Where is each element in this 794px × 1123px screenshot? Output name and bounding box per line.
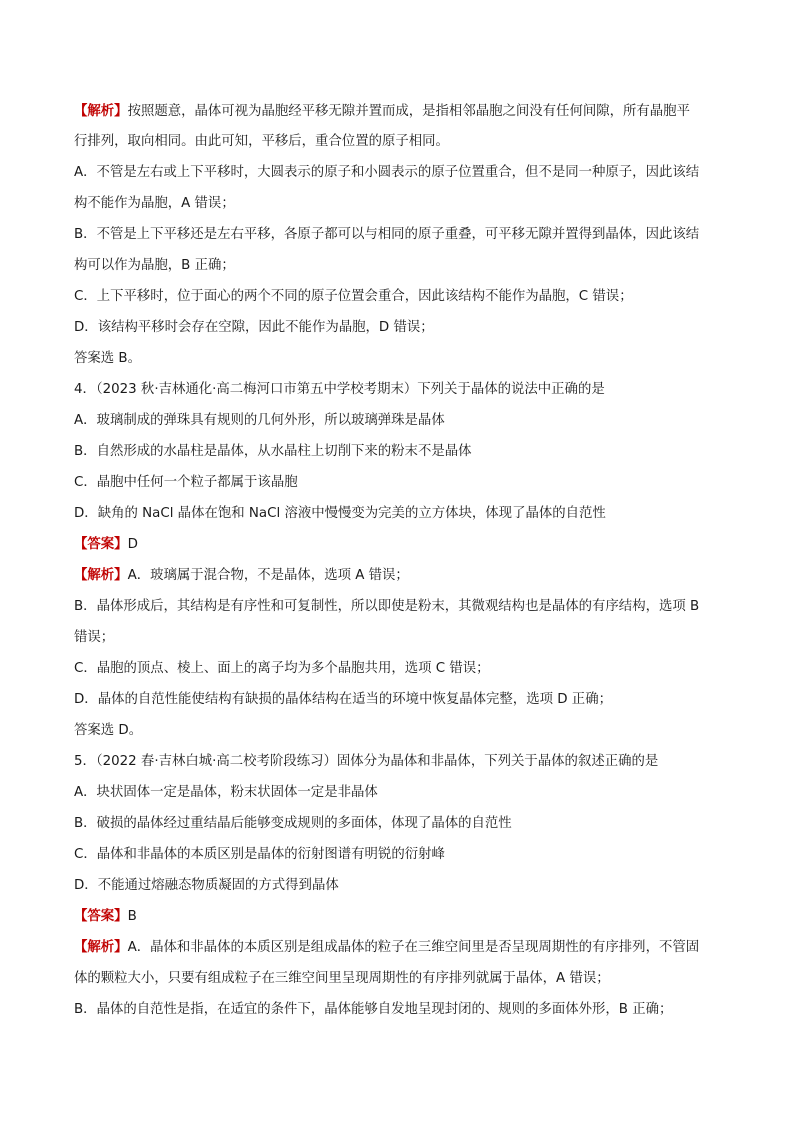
text-line <box>74 165 724 181</box>
text-line <box>74 1002 724 1018</box>
text-line <box>74 630 724 646</box>
line-text: A．玻璃制成的弹珠具有规则的几何外形，所以玻璃弹珠是晶体 <box>74 413 445 428</box>
text-line <box>74 258 724 274</box>
line-text: 错误； <box>74 630 115 645</box>
line-text: B．晶体的自范性是指，在适宜的条件下，晶体能够自发地呈现封闭的、规则的多面体外形，B 正确； <box>74 1002 673 1017</box>
answer-line <box>74 909 724 925</box>
line-text: A．晶体和非晶体的本质区别是组成晶体的粒子在三维空间里是否呈现周期性的有序排列，不管固 <box>127 940 700 955</box>
option-d <box>74 506 724 522</box>
text-line <box>74 351 724 367</box>
line-text: C．晶体和非晶体的本质区别是晶体的衍射图谱有明锐的衍射峰 <box>74 847 445 862</box>
line-text: 5．（2022 春·吉林白城·高二校考阶段练习）固体分为晶体和非晶体，下列关于晶体的叙述正确的是 <box>74 754 659 769</box>
text-line <box>74 599 724 615</box>
text-line <box>74 661 724 677</box>
line-text: B．破损的晶体经过重结晶后能够变成规则的多面体，体现了晶体的自范性 <box>74 816 512 831</box>
option-c <box>74 475 724 491</box>
line-text: A．不管是左右或上下平移时，大圆表示的原子和小圆表示的原子位置重合，但不是同一种原子，因此该结 <box>74 165 700 180</box>
text-line <box>74 289 724 305</box>
line-text: B．晶体形成后，其结构是有序性和可复制性，所以即使是粉末，其微观结构也是晶体的有序结构，选项 B <box>74 599 700 614</box>
line-text: B <box>127 909 137 924</box>
option-b <box>74 444 724 460</box>
label-analysis: 【解析】 <box>74 104 128 119</box>
label-answer: 【答案】 <box>74 537 128 552</box>
line-text: 答案选 B。 <box>74 351 142 366</box>
option-c <box>74 847 724 863</box>
text-line <box>74 196 724 212</box>
label-analysis: 【解析】 <box>74 568 128 583</box>
line-text: C．晶胞中任何一个粒子都属于该晶胞 <box>74 475 298 490</box>
line-text: D．晶体的自范性能使结构有缺损的晶体结构在适当的环境中恢复晶体完整，选项 D 正确； <box>74 692 612 707</box>
line-text: 体的颗粒大小，只要有组成粒子在三维空间里呈现周期性的有序排列就属于晶体，A 错误； <box>74 971 610 986</box>
line-text: D <box>127 537 138 552</box>
line-text: 按照题意，晶体可视为晶胞经平移无隙并置而成，是指相邻晶胞之间没有任何间隙，所有晶胞平 <box>127 104 690 119</box>
option-b <box>74 816 724 832</box>
line-text: 构不能作为晶胞，A 错误； <box>74 196 235 211</box>
question-4-stem <box>74 382 724 398</box>
line-text: A．块状固体一定是晶体，粉末状固体一定是非晶体 <box>74 785 378 800</box>
line-text: 行排列，取向相同。由此可知，平移后，重合位置的原子相同。 <box>74 134 449 149</box>
text-line <box>74 320 724 336</box>
option-d <box>74 878 724 894</box>
text-line <box>74 227 724 243</box>
line-text: B．不管是上下平移还是左右平移，各原子都可以与相同的原子重叠，可平移无隙并置得到晶体，因此该结 <box>74 227 700 242</box>
text-line <box>74 134 724 150</box>
line-text: D．缺角的 NaCl 晶体在饱和 NaCl 溶液中慢慢变为完美的立方体块，体现了晶体的自范性 <box>74 506 606 521</box>
text-line <box>74 104 724 120</box>
question-5-stem <box>74 754 724 770</box>
text-line <box>74 971 724 987</box>
line-text: A．玻璃属于混合物，不是晶体，选项 A 错误； <box>127 568 409 583</box>
line-text: 构可以作为晶胞，B 正确； <box>74 258 235 273</box>
text-line <box>74 692 724 708</box>
line-text: C．上下平移时，位于面心的两个不同的原子位置会重合，因此该结构不能作为晶胞，C 错误； <box>74 289 633 304</box>
option-a <box>74 785 724 801</box>
text-line <box>74 568 724 584</box>
line-text: 答案选 D。 <box>74 723 143 738</box>
text-line <box>74 723 724 739</box>
line-text: B．自然形成的水晶柱是晶体，从水晶柱上切削下来的粉末不是晶体 <box>74 444 472 459</box>
answer-line <box>74 537 724 553</box>
line-text: 4．（2023 秋·吉林通化·高二梅河口市第五中学校考期末）下列关于晶体的说法中正确的是 <box>74 382 605 397</box>
line-text: C．晶胞的顶点、棱上、面上的离子均为多个晶胞共用，选项 C 错误； <box>74 661 490 676</box>
line-text: D．该结构平移时会存在空隙，因此不能作为晶胞，D 错误； <box>74 320 434 335</box>
label-analysis: 【解析】 <box>74 940 128 955</box>
label-answer: 【答案】 <box>74 909 128 924</box>
line-text: D．不能通过熔融态物质凝固的方式得到晶体 <box>74 878 339 893</box>
text-line <box>74 940 724 956</box>
option-a <box>74 413 724 429</box>
